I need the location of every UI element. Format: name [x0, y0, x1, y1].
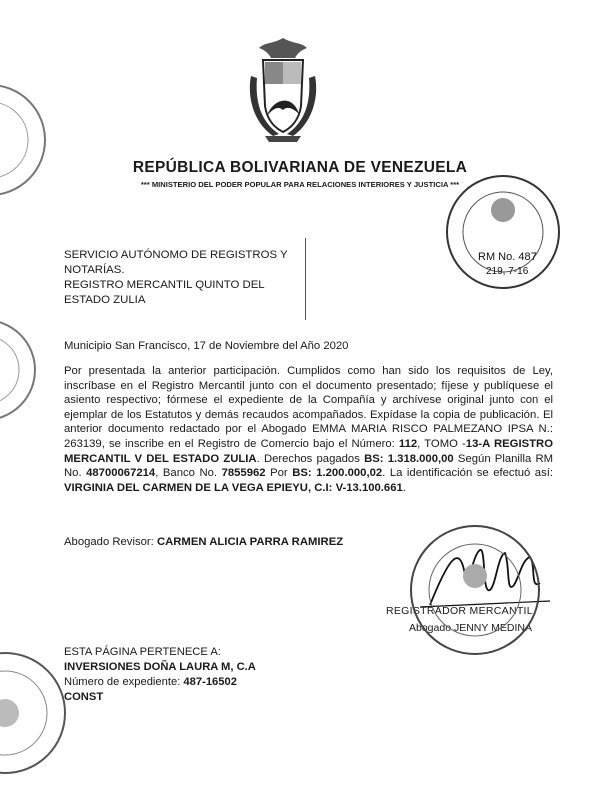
identified-person: VIRGINIA DEL CARMEN DE LA VEGA EPIEYU, C.I: V-13.100.661 [64, 481, 403, 494]
divider-line [305, 238, 306, 320]
body-text: . La identificación se efectuó así: [382, 467, 554, 480]
body-paragraph [64, 364, 553, 495]
stamp-rm-number: RM No. 487 [478, 251, 537, 263]
registrar-name: Abogado JENNY MEDINA [409, 622, 532, 634]
bank-number: 7855962 [221, 467, 266, 480]
body-text: , TOMO - [417, 437, 466, 450]
office-line: NOTARÍAS. [64, 264, 125, 276]
ownership-label: ESTA PÁGINA PERTENECE A: [64, 646, 221, 658]
body-text: , Banco No. [155, 467, 222, 480]
body-text: Por [265, 467, 293, 480]
office-line: SERVICIO AUTÓNOMO DE REGISTROS Y [64, 249, 288, 261]
registry-stamp-top-right [438, 172, 568, 292]
body-text: . Derechos pagados [256, 452, 365, 465]
file-label: Número de expediente: [64, 676, 184, 688]
ministry-subtitle: *** MINISTERIO DEL PODER POPULAR PARA RELACIONES INTERIORES Y JUSTICIA *** [140, 180, 460, 189]
company-name: INVERSIONES DOÑA LAURA M, C.A [64, 661, 256, 673]
file-number: 487-16502 [183, 676, 237, 688]
const-label: CONST [64, 691, 104, 703]
registrar-title: REGISTRADOR MERCANTIL [386, 605, 533, 617]
registry-number: 112 [398, 437, 418, 450]
registry-office-block [64, 248, 304, 308]
body-text: Por presentada la anterior participación. Cumplidos como han sido los requisitos de Ley, inscríbase en el Registro Mercantil junto con el documento presentado; fíjese y publíquese el asiento respectivo; fórmese el expediente de la Compañía y archívese original junto con el ejemplar de los Estatutos y demás recaudos acompañados. Expídase la copia de publicación. El anterior documento redactado por el Abogado EMMA MARIA RISCO PALMEZANO IPSA N.: 263139, se inscribe en el Registro de Comercio bajo el Número: [64, 365, 553, 450]
body-text: . [402, 481, 406, 494]
partial-stamp-left-middle [0, 315, 40, 425]
document-title: REPÚBLICA BOLIVARIANA DE VENEZUELA [132, 159, 468, 176]
office-line: REGISTRO MERCANTIL QUINTO DEL [64, 279, 265, 291]
coat-of-arms-icon [243, 36, 323, 144]
stamp-sub-number: 219, 7-16 [486, 266, 529, 277]
reviewer-line [64, 535, 343, 550]
date-line: Municipio San Francisco, 17 de Noviembre del Año 2020 [64, 340, 349, 352]
planilla-number: 48700067214 [86, 467, 156, 480]
partial-stamp-left-top [0, 80, 50, 200]
body-text: Según Planilla RM No. [64, 452, 554, 480]
partial-stamp-left-bottom [0, 645, 70, 780]
reviewer-name: CARMEN ALICIA PARRA RAMIREZ [156, 536, 344, 548]
reviewer-label: Abogado Revisor: [64, 536, 157, 548]
fees-amount: BS: 1.318.000,00 [364, 452, 454, 465]
registrar-stamp [395, 520, 555, 660]
office-line: ESTADO ZULIA [64, 294, 146, 306]
ownership-block [64, 645, 256, 705]
registry-tome: 13-A REGISTRO MERCANTIL V DEL ESTADO ZULIA [64, 437, 553, 465]
second-amount: BS: 1.200.000,02 [292, 467, 383, 480]
